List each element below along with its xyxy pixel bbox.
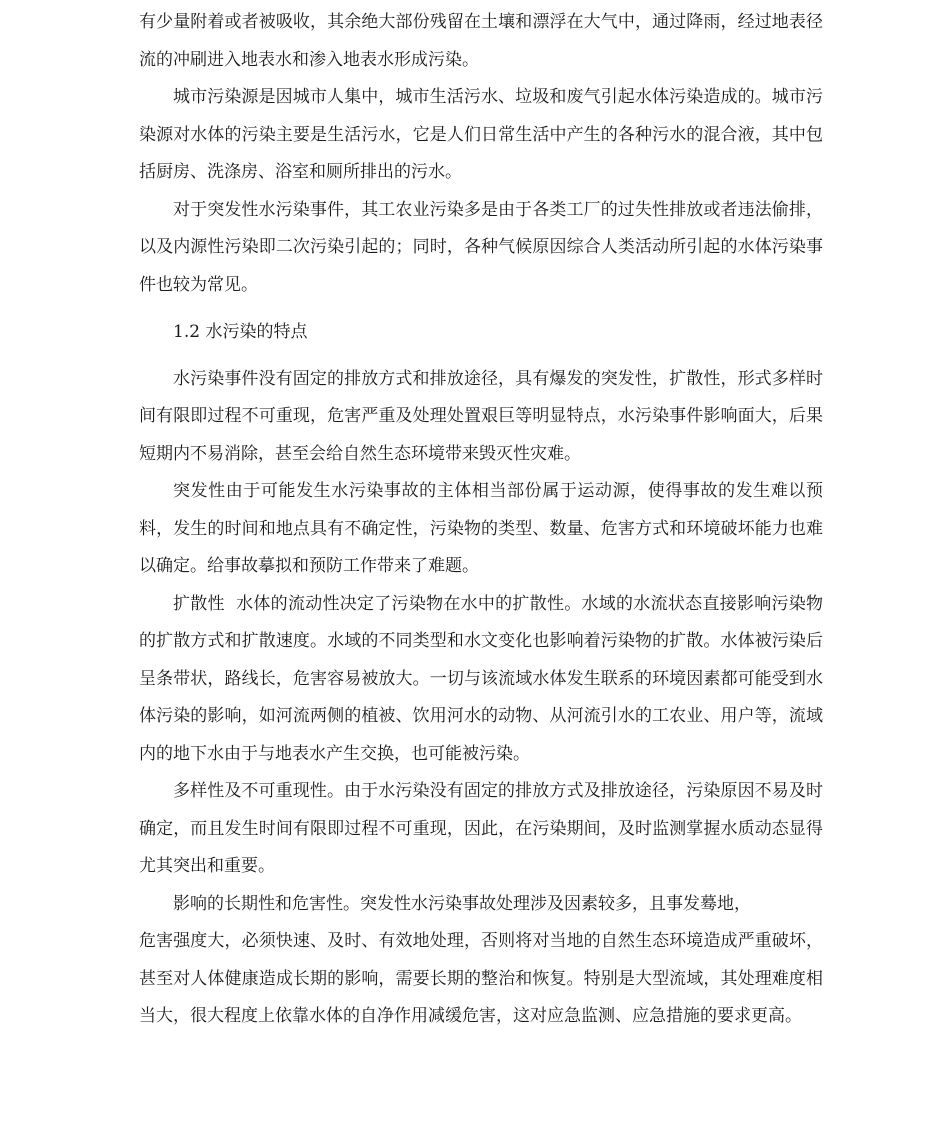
section-heading: 1.2 水污染的特点 [173, 322, 308, 342]
paragraph-diversity: 多样性及不可重现性。由于水污染没有固定的排放方式及排放途径，污染原因不易及时确定，而且发生时间有限即过程不可重现，因此，在污染期间，及时监测掌握水质动态显得尤其突出和重要。 [139, 781, 823, 876]
paragraph-characteristics-overview: 水污染事件没有固定的排放方式和排放途径，具有爆发的突发性，扩散性，形式多样时间有限即过程不可重现，危害严重及处理处置艰巨等明显特点，水污染事件影响面大，后果短期内不易消除，甚至会给自然生态环境带来毁灭性灾难。 [139, 368, 823, 464]
paragraph-long-term-impact: 影响的长期性和危害性。突发性水污染事故处理涉及因素较多，且事发蓦地， [173, 893, 751, 914]
paragraph-urban-pollution: 城市污染源是因城市人集中，城市生活污水、垃圾和废气引起水体污染造成的。城市污染源对水体的污染主要是生活污水，它是人们日常生活中产生的各种污水的混合液，其中包括厨房、洗涤房、浴室和厕所排出的污水。 [139, 87, 823, 182]
paragraph-sudden-pollution: 对于突发性水污染事件，其工农业污染多是由于各类工厂的过失性排放或者违法偷排，以及内源性污染即二次污染引起的；同时，各种气候原因综合人类活动所引起的水体污染事件也较为常见。 [139, 199, 823, 295]
paragraph-suddenness: 突发性由于可能发生水污染事故的主体相当部份属于运动源，使得事故的发生难以预料，发生的时间和地点具有不确定性，污染物的类型、数量、危害方式和环境破坏能力也难以确定。给事故摹拟和预防工作带来了难题。 [139, 481, 823, 576]
document-page [139, 4, 823, 1036]
paragraph-diffusivity: 扩散性 水体的流动性决定了污染物在水中的扩散性。水域的水流状态直接影响污染物的扩散方式和扩散速度。水域的不同类型和水文变化也影响着污染物的扩散。水体被污染后呈条带状，路线长，危害容易被放大。一切与该流域水体发生联系的环境因素都可能受到水体污染的影响，如河流两侧的植被、饮用河水的动物、从河流引水的工农业、用户等，流域内的地下水由于与地表水产生交换，也可能被污染。 [139, 593, 823, 764]
paragraph-long-term-impact-continued: 危害强度大，必须快速、及时、有效地处理，否则将对当地的自然生态环境造成严重破坏，甚至对人体健康造成长期的影响，需要长期的整治和恢复。特别是大型流域，其处理难度相当大，很大程度上依靠水体的自净作用减缓危害，这对应急监测、应急措施的要求更高。 [139, 931, 823, 1026]
paragraph-continuation: 有少量附着或者被吸收，其余绝大部份残留在土壤和漂浮在大气中，通过降雨，经过地表径流的冲刷进入地表水和渗入地表水形成污染。 [139, 12, 823, 70]
